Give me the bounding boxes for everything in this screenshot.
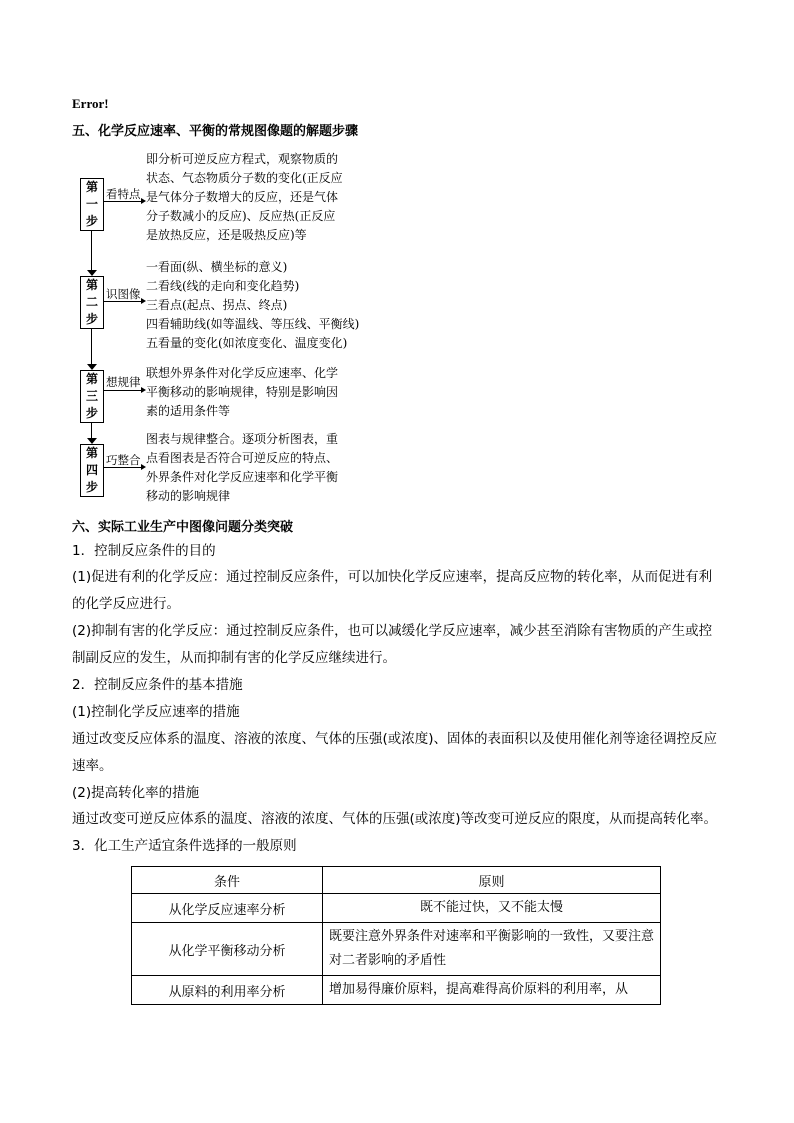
step-box-2: 第二步	[80, 276, 104, 329]
step-box-4: 第四步	[80, 444, 104, 497]
step-desc-2: 一看面(纵、横坐标的意义) 二看线(线的走向和变化趋势) 三看点(起点、拐点、终点) 四看辅助线(如等温线、等压线、平衡线) 五看量的变化(如浓度变化、温度变化)	[146, 260, 360, 350]
step-label-2: 识图像	[106, 287, 141, 301]
table-cell-principle: 既要注意外界条件对速率和平衡影响的一致性，又要注意对二者影响的矛盾性	[323, 923, 661, 976]
table-cell-principle: 既不能过快，又不能太慢	[323, 894, 661, 923]
table-row	[132, 894, 661, 923]
table-row	[132, 976, 661, 1005]
step-desc-1: 即分析可逆反应方程式，观察物质的 状态、气态物质分子数的变化(正反应 是气体分子数增大的反应，还是气体 分子数减小的反应)、反应热(正反应 是放热反应，还是吸热反应)等	[146, 152, 343, 242]
table-cell-condition: 从原料的利用率分析	[132, 976, 323, 1005]
principles-table	[131, 866, 661, 1005]
step-label-1: 看特点	[106, 187, 141, 201]
paragraph-1-1: (1)促进有利的化学反应：通过控制反应条件，可以加快化学反应速率，提高反应物的转化率，从而促进有利的化学反应进行。	[72, 569, 713, 612]
step-label-3: 想规律	[106, 375, 141, 389]
table-header-row	[132, 867, 661, 894]
paragraph-2-1: 通过改变反应体系的温度、溶液的浓度、气体的压强(或浓度)、固体的表面积以及使用催化剂等途径调控反应速率。	[72, 731, 718, 774]
step-label-4: 巧整合	[106, 453, 141, 467]
heading-2-2: (2)提高转化率的措施	[72, 785, 200, 801]
step-desc-3: 联想外界条件对化学反应速率、化学 平衡移动的影响规律，特别是影响因 素的适用条件等	[146, 366, 339, 418]
section6-title: 六、实际工业生产中图像问题分类突破	[72, 520, 294, 535]
connector-2	[91, 326, 92, 366]
heading-2: 2．控制反应条件的基本措施	[72, 677, 243, 693]
heading-1: 1．控制反应条件的目的	[72, 543, 216, 559]
step-line-1	[103, 201, 141, 202]
heading-3: 3．化工生产适宜条件选择的一般原则	[72, 838, 297, 854]
step-line-4	[103, 467, 141, 468]
heading-2-1: (1)控制化学反应速率的措施	[72, 704, 240, 720]
table-cell-condition: 从化学平衡移动分析	[132, 923, 323, 976]
table-cell-condition: 从化学反应速率分析	[132, 894, 323, 923]
step-box-1: 第一步	[80, 178, 104, 231]
error-text: Error!	[72, 96, 109, 111]
step-line-2	[103, 301, 141, 302]
paragraph-1-2: (2)抑制有害的化学反应：通过控制反应条件，也可以减缓化学反应速率，减少甚至消除有害物质的产生或控制副反应的发生，从而抑制有害的化学反应继续进行。	[72, 623, 713, 666]
table-cell-principle: 增加易得廉价原料，提高难得高价原料的利用率，从	[323, 976, 661, 1005]
step-line-3	[103, 390, 141, 391]
paragraph-2-2: 通过改变可逆反应体系的温度、溶液的浓度、气体的压强(或浓度)等改变可逆反应的限度，从而提高转化率。	[72, 811, 718, 827]
header-principle: 原则	[323, 867, 661, 894]
section5-title: 五、化学反应速率、平衡的常规图像题的解题步骤	[72, 124, 359, 139]
header-condition: 条件	[132, 867, 323, 894]
step-desc-4: 图表与规律整合。逐项分析图表，重 点看图表是否符合可逆反应的特点、 外界条件对化学反应速率和化学平衡 移动的影响规律	[146, 432, 339, 503]
flow-diagram	[72, 148, 392, 508]
table-row	[132, 923, 661, 976]
step-box-3: 第三步	[80, 370, 104, 423]
